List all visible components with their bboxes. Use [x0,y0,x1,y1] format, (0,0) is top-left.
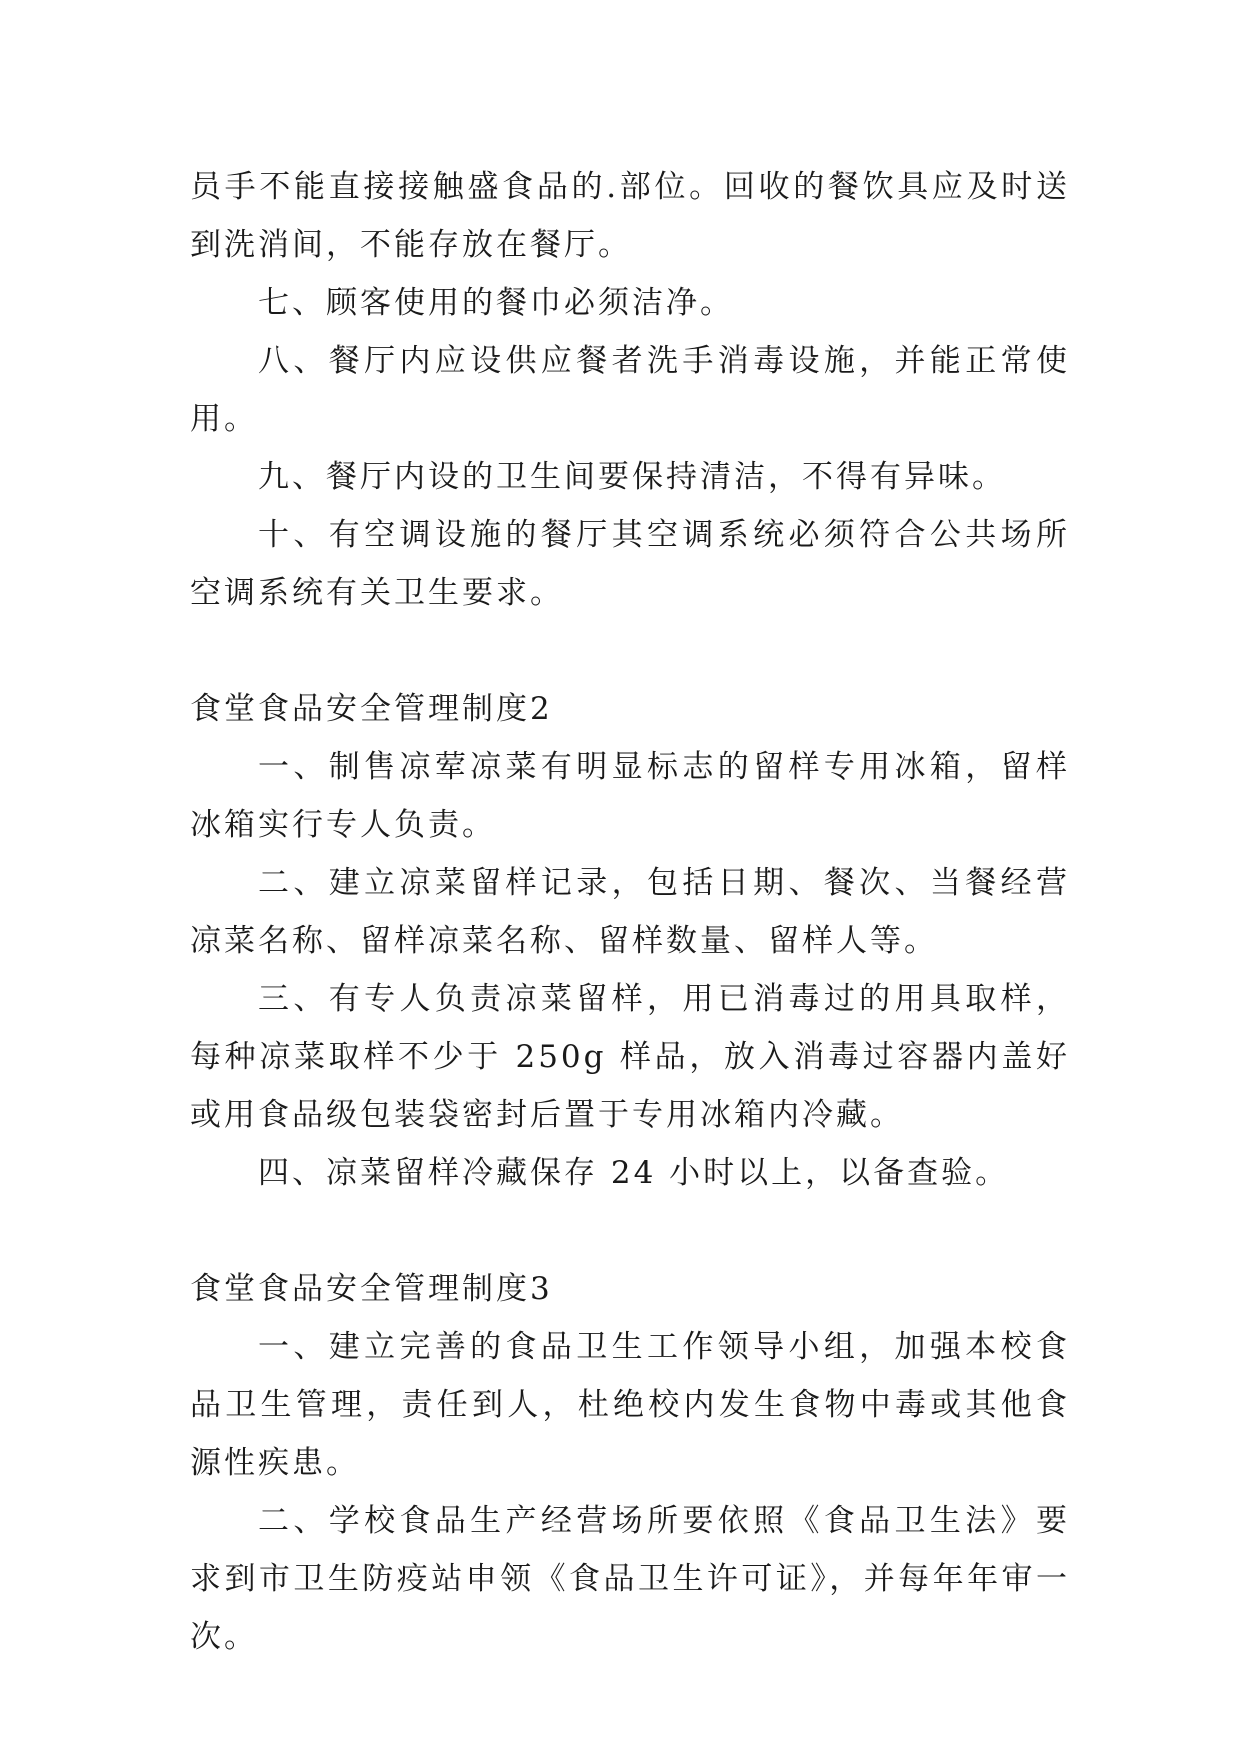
paragraph-item-2: 二、建立凉菜留样记录，包括日期、餐次、当餐经营凉菜名称、留样凉菜名称、留样数量、留样人等。 [190,865,1070,959]
paragraph-item-1: 一、制售凉荤凉菜有明显标志的留样专用冰箱，留样冰箱实行专人负责。 [190,749,1070,843]
paragraph-item-9: 九、餐厅内设的卫生间要保持清洁，不得有异味。 [258,459,1006,495]
paragraph-item-2: 二、学校食品生产经营场所要依照《食品卫生法》要求到市卫生防疫站申领《食品卫生许可证》，并每年年审一次。 [190,1503,1070,1655]
paragraph-item-8: 八、餐厅内应设供应餐者洗手消毒设施，并能正常使用。 [190,343,1070,437]
section-title-2: 食堂食品安全管理制度2 [190,691,553,727]
section-gap [190,622,1070,680]
section-title-3: 食堂食品安全管理制度3 [190,1271,553,1307]
paragraph-item-10: 十、有空调设施的餐厅其空调系统必须符合公共场所空调系统有关卫生要求。 [190,517,1070,611]
section-gap [190,1202,1070,1260]
document-body [190,158,1070,1666]
paragraph-item-3: 三、有专人负责凉菜留样，用已消毒过的用具取样，每种凉菜取样不少于 250g 样品，放入消毒过容器内盖好或用食品级包装袋密封后置于专用冰箱内冷藏。 [190,981,1070,1133]
paragraph-continuation: 员手不能直接接触盛食品的.部位。回收的餐饮具应及时送到洗消间，不能存放在餐厅。 [190,169,1070,263]
paragraph-item-1: 一、建立完善的食品卫生工作领导小组，加强本校食品卫生管理，责任到人，杜绝校内发生食物中毒或其他食源性疾患。 [190,1329,1070,1481]
paragraph-item-7: 七、顾客使用的餐巾必须洁净。 [258,285,734,321]
paragraph-item-4: 四、凉菜留样冷藏保存 24 小时以上，以备查验。 [258,1155,1010,1191]
